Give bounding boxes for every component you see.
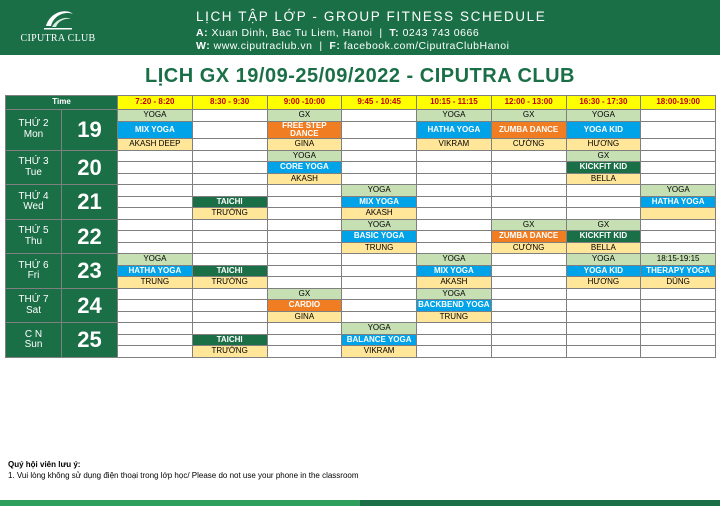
- instructor-name: HƯƠNG: [566, 139, 641, 151]
- day-name-en: Mon: [23, 128, 44, 140]
- class-category: YOGA: [267, 150, 342, 162]
- header-title: LỊCH TẬP LỚP - GROUP FITNESS SCHEDULE: [196, 9, 547, 24]
- instructor-name: [491, 346, 566, 358]
- club-logo-icon: [40, 6, 76, 32]
- empty-cell: [641, 121, 716, 139]
- class-category: 18:15-19:15: [641, 254, 716, 266]
- slot-header: 7:20 - 8:20: [118, 96, 193, 110]
- class-category: [641, 110, 716, 122]
- instructor-name: TRƯỜNG: [192, 346, 267, 358]
- instructor-name: AKASH: [267, 173, 342, 185]
- day-row-category: [6, 254, 716, 266]
- class-cell[interactable]: MIX YOGA: [417, 265, 492, 277]
- instructor-name: [342, 139, 417, 151]
- empty-cell: [118, 300, 193, 312]
- class-category: YOGA: [566, 254, 641, 266]
- empty-cell: [491, 334, 566, 346]
- day-name-en: Thu: [24, 235, 43, 247]
- instructor-name: [491, 277, 566, 289]
- instructor-name: [417, 173, 492, 185]
- instructor-name: [267, 208, 342, 220]
- day-name-vn: THỨ 5: [18, 225, 49, 237]
- class-category: [192, 219, 267, 231]
- class-category: [342, 110, 417, 122]
- class-cell[interactable]: ZUMBA DANCE: [491, 121, 566, 139]
- day-name-vn: THỨ 7: [18, 294, 49, 306]
- class-category: [192, 323, 267, 335]
- class-category: [192, 288, 267, 300]
- class-category: GX: [491, 110, 566, 122]
- empty-cell: [342, 121, 417, 139]
- slot-header: 9:00 -10:00: [267, 96, 342, 110]
- instructor-name: [417, 208, 492, 220]
- class-category: [566, 323, 641, 335]
- empty-cell: [417, 196, 492, 208]
- class-category: [342, 254, 417, 266]
- day-row-category: [6, 323, 716, 335]
- phone-text: 0243 743 0666: [402, 27, 480, 39]
- class-category: [267, 185, 342, 197]
- class-category: [118, 219, 193, 231]
- class-category: YOGA: [118, 110, 193, 122]
- slot-header: 9:45 - 10:45: [342, 96, 417, 110]
- instructor-name: CƯỜNG: [491, 139, 566, 151]
- empty-cell: [118, 162, 193, 174]
- empty-cell: [641, 231, 716, 243]
- slot-header: 8:30 - 9:30: [192, 96, 267, 110]
- phone-label: T:: [389, 27, 400, 39]
- schedule-title: LỊCH GX 19/09-25/09/2022 - CIPUTRA CLUB: [145, 65, 575, 87]
- instructor-name: [118, 173, 193, 185]
- class-category: [417, 150, 492, 162]
- class-cell[interactable]: BASIC YOGA: [342, 231, 417, 243]
- class-category: GX: [566, 219, 641, 231]
- empty-cell: [417, 231, 492, 243]
- day-name-en: Sat: [25, 304, 41, 316]
- class-category: [641, 150, 716, 162]
- instructor-name: TRUNG: [342, 242, 417, 254]
- instructor-name: AKASH DEEP: [118, 139, 193, 151]
- instructor-name: [118, 208, 193, 220]
- day-date: 25: [62, 323, 118, 358]
- instructor-name: [267, 242, 342, 254]
- class-category: YOGA: [342, 185, 417, 197]
- website-link[interactable]: www.ciputraclub.vn: [213, 40, 313, 52]
- class-category: YOGA: [566, 110, 641, 122]
- empty-cell: [491, 162, 566, 174]
- empty-cell: [417, 334, 492, 346]
- instructor-name: [641, 208, 716, 220]
- class-category: [192, 110, 267, 122]
- day-name-en: Sun: [24, 339, 43, 351]
- instructor-name: HƯƠNG: [566, 277, 641, 289]
- empty-cell: [342, 162, 417, 174]
- day-label: [6, 288, 62, 323]
- class-cell[interactable]: KICKFIT KID: [566, 162, 641, 174]
- instructor-name: [192, 242, 267, 254]
- instructor-name: [118, 346, 193, 358]
- day-label: [6, 185, 62, 220]
- class-category: [566, 185, 641, 197]
- class-cell[interactable]: MIX YOGA: [118, 121, 193, 139]
- empty-cell: [192, 300, 267, 312]
- logo-text: CIPUTRA CLUB: [20, 33, 96, 44]
- class-category: [342, 288, 417, 300]
- class-category: [566, 288, 641, 300]
- instructor-name: [491, 311, 566, 323]
- day-date: 23: [62, 254, 118, 289]
- instructor-name: [491, 173, 566, 185]
- class-cell[interactable]: FREE STEP DANCE: [267, 121, 342, 139]
- class-cell[interactable]: BACKBEND YOGA: [418, 300, 490, 310]
- class-category: [491, 288, 566, 300]
- instructor-name: [342, 173, 417, 185]
- instructor-name: TRUNG: [417, 311, 492, 323]
- empty-cell: [267, 196, 342, 208]
- note-item: 1. Vui lòng không sử dụng điện thoại trong lớp học/ Please do not use your phone in the classroom: [8, 471, 359, 480]
- instructor-name: CƯỜNG: [491, 242, 566, 254]
- day-date: 19: [62, 110, 118, 151]
- day-name-vn: THỨ 6: [18, 259, 49, 271]
- empty-cell: [417, 162, 492, 174]
- footer-bar-accent: [0, 500, 360, 506]
- instructor-name: [566, 311, 641, 323]
- empty-cell: [342, 300, 417, 312]
- class-category: [491, 185, 566, 197]
- day-name-vn: C N: [24, 328, 43, 340]
- instructor-name: [118, 242, 193, 254]
- class-category: [491, 254, 566, 266]
- class-cell[interactable]: CARDIO: [267, 300, 342, 312]
- class-category: GX: [491, 219, 566, 231]
- class-category: YOGA: [342, 323, 417, 335]
- day-row-category: [6, 219, 716, 231]
- empty-cell: [566, 300, 641, 312]
- instructor-name: [641, 173, 716, 185]
- class-category: [417, 185, 492, 197]
- empty-cell: [491, 300, 566, 312]
- day-date: 20: [62, 150, 118, 185]
- instructor-name: AKASH: [342, 208, 417, 220]
- class-cell[interactable]: ZUMBA DANCE: [491, 231, 566, 243]
- class-category: [118, 150, 193, 162]
- time-header-row: [6, 96, 716, 110]
- class-category: [342, 150, 417, 162]
- slot-header: 12:00 - 13:00: [491, 96, 566, 110]
- class-category: [192, 150, 267, 162]
- instructor-name: VIKRAM: [417, 139, 492, 151]
- class-cell[interactable]: KICKFIT KID: [566, 231, 641, 243]
- day-label: [6, 254, 62, 289]
- schedule-body: [6, 110, 716, 358]
- instructor-name: [491, 208, 566, 220]
- class-cell[interactable]: TAICHI: [192, 265, 267, 277]
- class-category: YOGA: [641, 185, 716, 197]
- instructor-name: GINA: [267, 311, 342, 323]
- footer-bar: [0, 500, 720, 506]
- empty-cell: [491, 196, 566, 208]
- instructor-name: BELLA: [566, 173, 641, 185]
- day-name-en: Tue: [25, 166, 42, 178]
- address-label: A:: [196, 27, 209, 39]
- instructor-name: [641, 311, 716, 323]
- day-name-en: Wed: [23, 201, 44, 213]
- empty-cell: [192, 162, 267, 174]
- logo: [18, 6, 98, 50]
- day-name-en: Fri: [27, 270, 40, 282]
- instructor-name: [342, 311, 417, 323]
- empty-cell: [342, 265, 417, 277]
- class-category: [641, 219, 716, 231]
- instructor-name: TRUNG: [118, 277, 193, 289]
- notes-title: Quý hội viên lưu ý:: [8, 460, 81, 469]
- day-date: 24: [62, 288, 118, 323]
- day-name-vn: THỨ 4: [18, 190, 49, 202]
- instructor-name: AKASH: [417, 277, 492, 289]
- instructor-name: GINA: [267, 139, 342, 151]
- instructor-name: [566, 346, 641, 358]
- empty-cell: [192, 121, 267, 139]
- class-category: [417, 219, 492, 231]
- class-cell[interactable]: HATHA YOGA: [417, 121, 492, 139]
- slot-header: 16:30 - 17:30: [566, 96, 641, 110]
- class-category: [267, 254, 342, 266]
- class-cell[interactable]: THERAPY YOGA: [641, 265, 716, 277]
- class-category: YOGA: [417, 110, 492, 122]
- day-row-category: [6, 288, 716, 300]
- class-cell[interactable]: TAICHI: [192, 334, 267, 346]
- instructor-name: TRƯỜNG: [192, 277, 267, 289]
- day-row-category: [6, 185, 716, 197]
- empty-cell: [641, 300, 716, 312]
- header-address-line: A: Xuan Dinh, Bac Tu Liem, Hanoi | T: 0243 743 0666: [196, 27, 480, 39]
- day-date: 21: [62, 185, 118, 220]
- empty-cell: [566, 334, 641, 346]
- class-category: [491, 150, 566, 162]
- day-label: [6, 110, 62, 151]
- empty-cell: [641, 162, 716, 174]
- class-category: YOGA: [118, 254, 193, 266]
- instructor-name: [192, 139, 267, 151]
- day-label: [6, 150, 62, 185]
- instructor-name: TRƯỜNG: [192, 208, 267, 220]
- class-category: [118, 323, 193, 335]
- class-category: [267, 323, 342, 335]
- instructor-name: [417, 242, 492, 254]
- empty-cell: [566, 196, 641, 208]
- class-cell[interactable]: MIX YOGA: [342, 196, 417, 208]
- empty-cell: [118, 196, 193, 208]
- instructor-name: [566, 208, 641, 220]
- class-category: [118, 288, 193, 300]
- facebook-label: F:: [329, 40, 341, 52]
- slot-header: 10:15 - 11:15: [417, 96, 492, 110]
- header-web-line: W: www.ciputraclub.vn | F: facebook.com/CiputraClubHanoi: [196, 40, 510, 52]
- instructor-name: [192, 311, 267, 323]
- day-label: [6, 219, 62, 254]
- instructor-name: [417, 346, 492, 358]
- schedule-table: [5, 95, 716, 358]
- instructor-name: [267, 346, 342, 358]
- day-name-vn: THỨ 3: [18, 156, 49, 168]
- class-category: [267, 219, 342, 231]
- empty-cell: [118, 231, 193, 243]
- class-category: GX: [267, 110, 342, 122]
- empty-cell: [267, 231, 342, 243]
- day-row-category: [6, 110, 716, 122]
- day-name-vn: THỨ 2: [18, 118, 49, 130]
- class-category: [491, 323, 566, 335]
- class-cell[interactable]: CORE YOGA: [267, 162, 342, 174]
- instructor-name: [641, 139, 716, 151]
- day-label: [6, 323, 62, 358]
- class-category: YOGA: [342, 219, 417, 231]
- class-category: GX: [267, 288, 342, 300]
- empty-cell: [641, 334, 716, 346]
- class-category: [118, 185, 193, 197]
- web-label: W:: [196, 40, 211, 52]
- header-banner: [0, 0, 720, 55]
- class-cell[interactable]: YOGA KID: [566, 121, 641, 139]
- class-category: GX: [566, 150, 641, 162]
- class-cell[interactable]: HATHA YOGA: [641, 196, 716, 208]
- instructor-name: [267, 277, 342, 289]
- class-category: [192, 185, 267, 197]
- class-category: [417, 323, 492, 335]
- instructor-name: [342, 277, 417, 289]
- empty-cell: [267, 334, 342, 346]
- class-category: YOGA: [417, 288, 492, 300]
- empty-cell: [192, 231, 267, 243]
- instructor-name: BELLA: [566, 242, 641, 254]
- empty-cell: [267, 265, 342, 277]
- time-header: Time: [6, 96, 118, 110]
- slot-header: 18:00-19:00: [641, 96, 716, 110]
- class-category: [192, 254, 267, 266]
- day-row-category: [6, 150, 716, 162]
- class-category: [641, 323, 716, 335]
- instructor-name: [192, 173, 267, 185]
- class-category: YOGA: [417, 254, 492, 266]
- instructor-name: DŨNG: [641, 277, 716, 289]
- instructor-name: [118, 311, 193, 323]
- class-cell[interactable]: HATHA YOGA: [118, 265, 193, 277]
- day-date: 22: [62, 219, 118, 254]
- class-cell[interactable]: TAICHI: [192, 196, 267, 208]
- address-text: Xuan Dinh, Bac Tu Liem, Hanoi: [211, 27, 373, 39]
- instructor-name: [641, 242, 716, 254]
- class-cell[interactable]: BALANCE YOGA: [342, 334, 417, 346]
- facebook-link[interactable]: facebook.com/CiputraClubHanoi: [343, 40, 510, 52]
- instructor-name: VIKRAM: [342, 346, 417, 358]
- empty-cell: [491, 265, 566, 277]
- instructor-name: [641, 346, 716, 358]
- empty-cell: [118, 334, 193, 346]
- class-category: [641, 288, 716, 300]
- class-cell[interactable]: YOGA KID: [566, 265, 641, 277]
